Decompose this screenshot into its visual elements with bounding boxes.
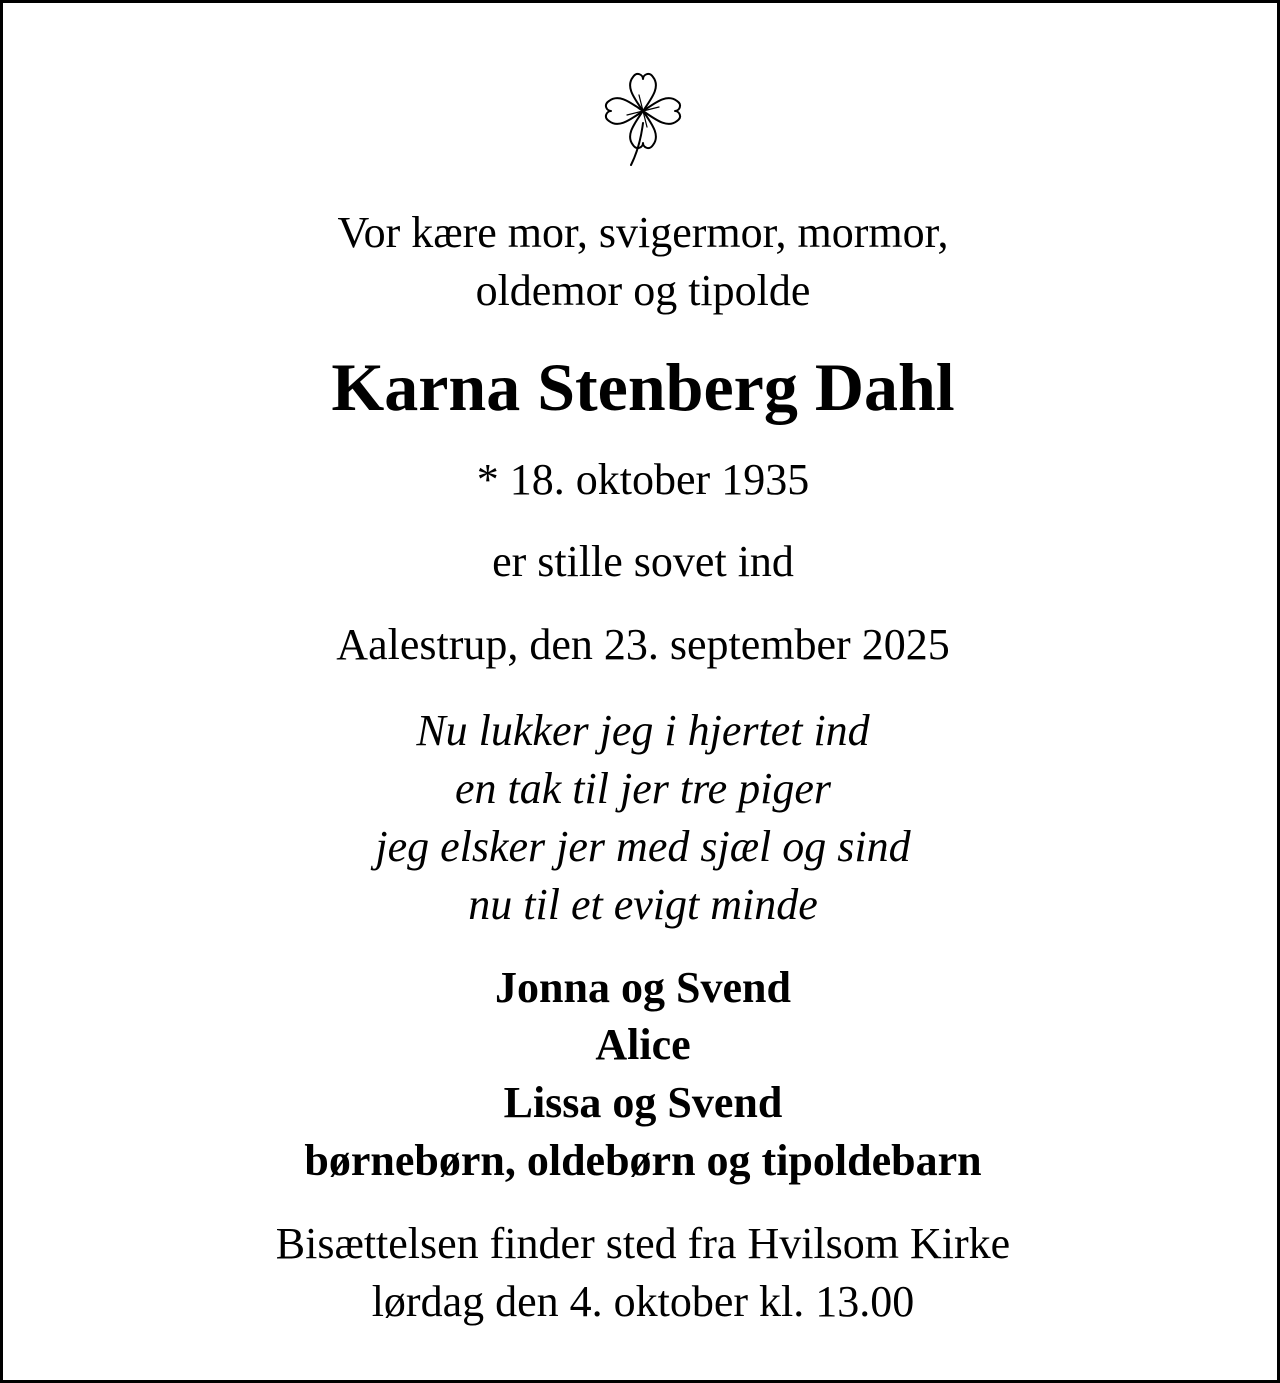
deceased-name: Karna Stenberg Dahl — [331, 349, 955, 425]
verse-line-3: jeg elsker jer med sjæl og sind — [375, 822, 911, 871]
four-leaf-clover-icon — [595, 65, 691, 171]
place-and-date: Aalestrup, den 23. september 2025 — [336, 620, 950, 669]
mourner-4: børnebørn, oldebørn og tipoldebarn — [304, 1136, 982, 1185]
funeral-line-2: lørdag den 4. oktober kl. 13.00 — [371, 1277, 915, 1326]
mourner-2: Alice — [595, 1020, 691, 1069]
verse-line-4: nu til et evigt minde — [468, 880, 818, 929]
funeral-line-1: Bisættelsen finder sted fra Hvilsom Kirke — [275, 1219, 1011, 1268]
intro-line-2: oldemor og tipolde — [475, 266, 811, 315]
intro-line-1: Vor kære mor, svigermor, mormor, — [337, 208, 949, 257]
mourner-3: Lissa og Svend — [503, 1078, 783, 1127]
mourner-1: Jonna og Svend — [495, 963, 791, 1012]
passed-text: er stille sovet ind — [492, 537, 794, 586]
birth-date: * 18. oktober 1935 — [476, 455, 810, 504]
verse-line-2: en tak til jer tre piger — [455, 764, 831, 813]
verse-line-1: Nu lukker jeg i hjertet ind — [416, 706, 870, 755]
